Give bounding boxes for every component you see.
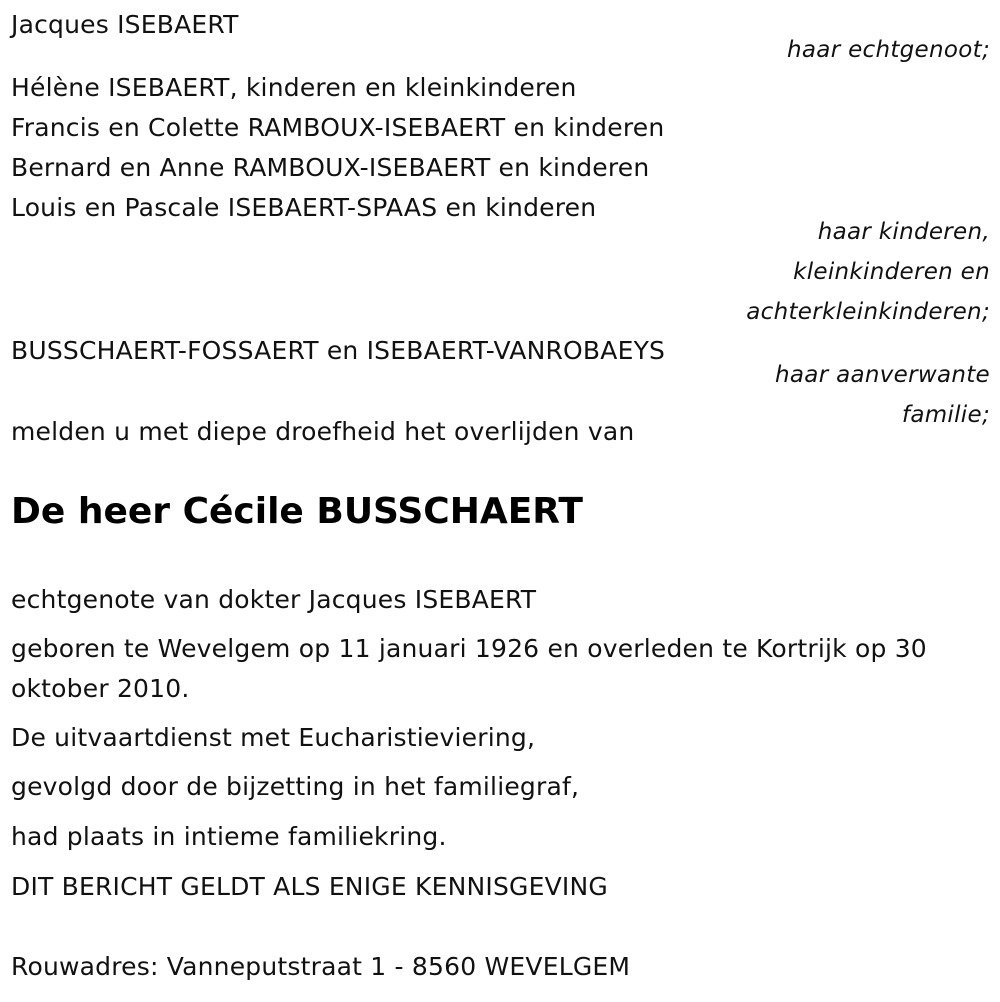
announcement-text: melden u met diepe droefheid het overlijden van (11, 417, 635, 446)
relatives-line: BUSSCHAERT-FOSSAERT en ISEBAERT-VANROBAEYS (11, 336, 666, 365)
relatives-role-line: familie; (901, 402, 990, 428)
child-line: Louis en Pascale ISEBAERT-SPAAS en kinderen (11, 193, 597, 222)
children-role-line: haar kinderen, (817, 219, 990, 245)
relatives-role-line: haar aanverwante (775, 362, 990, 388)
children-role-line: achterkleinkinderen; (746, 299, 990, 325)
birth-death-line: geboren te Wevelgem op 11 januari 1926 en overleden te Kortrijk op 30 oktober 2010. (11, 634, 927, 703)
service-line: De uitvaartdienst met Eucharistieviering, (11, 723, 536, 752)
mourning-address: Rouwadres: Vanneputstraat 1 - 8560 WEVELGEM (11, 952, 631, 981)
service-line: had plaats in intieme familiekring. (11, 822, 447, 851)
spouse-name: Jacques ISEBAERT (11, 10, 239, 39)
child-line: Francis en Colette RAMBOUX-ISEBAERT en kinderen (11, 113, 665, 142)
child-line: Hélène ISEBAERT, kinderen en kleinkinderen (11, 73, 577, 102)
children-role-line: kleinkinderen en (793, 259, 990, 285)
notice-line: DIT BERICHT GELDT ALS ENIGE KENNISGEVING (11, 872, 608, 901)
service-line: gevolgd door de bijzetting in het familiegraf, (11, 772, 580, 801)
spouse-detail-line: echtgenote van dokter Jacques ISEBAERT (11, 585, 537, 614)
deceased-name: De heer Cécile BUSSCHAERT (11, 491, 583, 532)
spouse-role: haar echtgenoot; (787, 37, 990, 63)
child-line: Bernard en Anne RAMBOUX-ISEBAERT en kinderen (11, 153, 650, 182)
